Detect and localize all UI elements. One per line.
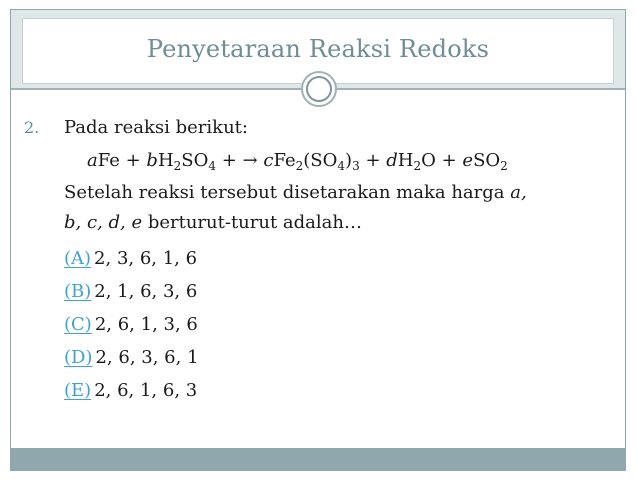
- coef-b: b: [146, 150, 158, 171]
- term-fe: Fe +: [97, 150, 147, 171]
- stem-line-1: [64, 178, 609, 208]
- question-number: 2.: [24, 118, 40, 137]
- stem-vars: b, c, d, e: [64, 212, 143, 233]
- option-c-value: 2, 6, 1, 3, 6: [94, 314, 198, 335]
- sub: 3: [352, 159, 360, 173]
- option-e-link[interactable]: (E): [64, 380, 92, 401]
- question-header: [24, 112, 609, 144]
- term-fe2so43-fe: Fe: [273, 150, 296, 171]
- option-b: [64, 275, 609, 308]
- slide-title: Penyetaraan Reaksi Redoks: [146, 35, 490, 63]
- question-intro: Pada reaksi berikut:: [64, 117, 248, 138]
- option-d-value: 2, 6, 3, 6, 1: [95, 347, 199, 368]
- term-fe2so43-so: (SO: [303, 150, 338, 171]
- sub: 2: [295, 159, 304, 173]
- option-a: [64, 242, 609, 275]
- term-h2so4-h: H: [157, 150, 174, 171]
- sub: 2: [500, 159, 508, 173]
- option-e: [64, 374, 609, 407]
- coef-a: a: [87, 150, 98, 171]
- stem-var-a: a,: [510, 182, 527, 203]
- coef-d: d: [386, 150, 398, 171]
- sub: 2: [413, 159, 422, 173]
- term-h2so4-so: SO: [181, 150, 209, 171]
- term-fe2so43-paren: ): [345, 150, 353, 171]
- option-e-value: 2, 6, 1, 6, 3: [94, 380, 198, 401]
- circle-ornament-icon: [301, 71, 337, 107]
- arrow: + →: [216, 150, 264, 171]
- term-h2o-o: O +: [421, 150, 463, 171]
- sub: 4: [337, 159, 346, 173]
- option-a-link[interactable]: (A): [64, 248, 92, 269]
- stem-text: Setelah reaksi tersebut disetarakan maka harga: [64, 182, 511, 203]
- coef-e: e: [462, 150, 474, 171]
- option-d-link[interactable]: (D): [64, 347, 93, 368]
- term-h2o-h: H: [397, 150, 414, 171]
- option-b-value: 2, 1, 6, 3, 6: [94, 281, 198, 302]
- answer-options: [64, 242, 609, 407]
- option-a-value: 2, 3, 6, 1, 6: [94, 248, 198, 269]
- sub: 4: [208, 159, 217, 173]
- question-stem: [64, 178, 609, 238]
- option-c-link[interactable]: (C): [64, 314, 92, 335]
- option-b-link[interactable]: (B): [64, 281, 92, 302]
- footer-band: [11, 448, 625, 470]
- stem-line-2: [64, 208, 609, 238]
- term-so2: SO: [473, 150, 501, 171]
- sub: 2: [173, 159, 182, 173]
- coef-c: c: [263, 150, 274, 171]
- stem-text-end: berturut-turut adalah…: [142, 212, 362, 233]
- plus: +: [359, 150, 387, 171]
- option-c: [64, 308, 609, 341]
- question-content: [24, 112, 609, 407]
- reaction-equation: [87, 144, 609, 178]
- option-d: [64, 341, 609, 374]
